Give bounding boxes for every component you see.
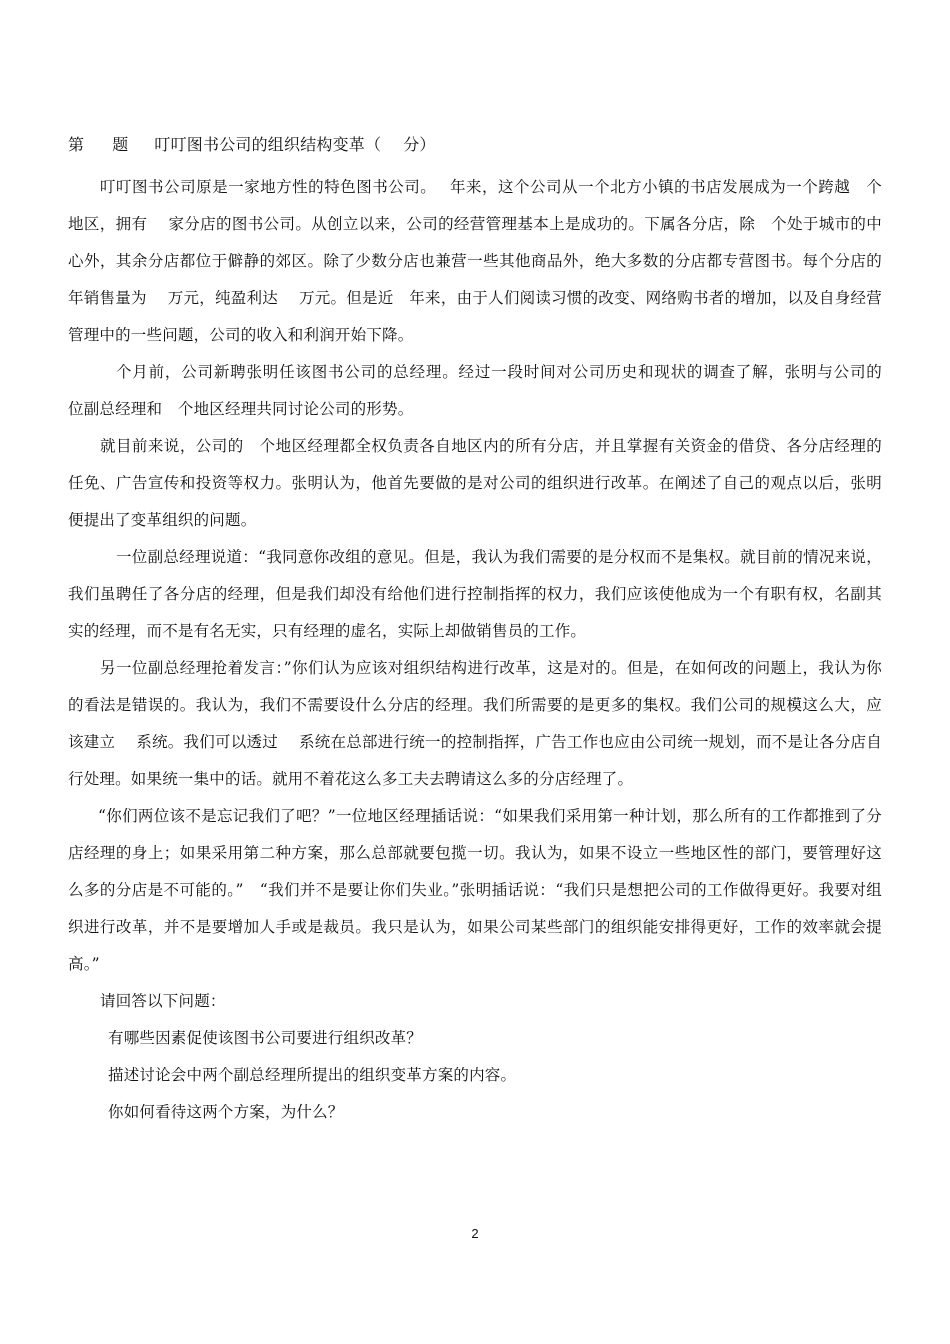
paragraph-new-manager: 个月前，公司新聘张明任该图书公司的总经理。经过一段时间对公司历史和现状的调查了解，张明与公司的 位副总经理和 个地区经理共同讨论公司的形势。 <box>68 363 898 418</box>
document-body <box>68 132 898 1131</box>
paragraph-questions-intro: 请回答以下问题： <box>100 992 226 1010</box>
title-suffix: 分） <box>403 135 436 154</box>
page-number: 2 <box>471 1226 479 1241</box>
question-title <box>68 132 882 158</box>
paragraph-intro: 叮叮图书公司原是一家地方性的特色图书公司。 年来，这个公司从一个北方小镇的书店发展成为一个跨越 个地区，拥有 家分店的图书公司。从创立以来，公司的经营管理基本上是成功的。下属各分店，除 个处于城市的中心外，其余分店都位于僻静的郊区。除了少数分店也兼营一些其他商品外，绝大多数的分店都专营图书。每个分店的年销售量为 万元，纯盈利达 万元。但是近 年来，由于人们阅读习惯的改变、网络购书者的增加，以及自身经营管理中的一些问题，公司的收入和利润开始下降。 <box>68 178 882 344</box>
paragraph-current-situation: 就目前来说，公司的 个地区经理都全权负责各自地区内的所有分店，并且掌握有关资金的借贷、各分店经理的任免、广告宣传和投资等权力。张明认为，他首先要做的是对公司的组织进行改革。在阐述了自己的观点以后，张明便提出了变革组织的问题。 <box>68 437 882 529</box>
title-main: 叮叮图书公司的组织结构变革（ <box>154 135 382 154</box>
paragraph-vp-one: 一位副总经理说道：“我同意你改组的意见。但是，我认为我们需要的是分权而不是集权。就目前的情况来说，我们虽聘任了各分店的经理，但是我们却没有给他们进行控制指挥的权力，我们应该使他成为一个有职有权，名副其实的经理，而不是有名无实，只有经理的虚名，实际上却做销售员的工作。 <box>68 548 882 640</box>
paragraph-regional-manager: “你们两位该不是忘记我们了吧？”一位地区经理插话说：“如果我们采用第一种计划，那么所有的工作都推到了分店经理的身上；如果采用第二种方案，那么总部就要包揽一切。我认为，如果不设立一些地区性的部门，要管理好这么多的分店是不可能的。” “我们并不是要让你们失业。”张明插话说：“我们只是想把公司的工作做得更好。我要对组织进行改革，并不是要增加人手或是裁员。我只是认为，如果公司某些部门的组织能安排得更好，工作的效率就会提高。” <box>68 807 882 973</box>
question-item: 描述讨论会中两个副总经理所提出的组织变革方案的内容。 <box>108 1066 517 1084</box>
title-prefix: 第 <box>68 135 85 154</box>
paragraph-vp-two: 另一位副总经理抢着发言：”你们认为应该对组织结构进行改革，这是对的。但是，在如何改的问题上，我认为你的看法是错误的。我认为，我们不需要设什么分店的经理。我们所需要的是更多的集权。我们公司的规模这么大，应该建立 系统。我们可以透过 系统在总部进行统一的控制指挥，广告工作也应由公司统一规划，而不是让各分店自行处理。如果统一集中的话。就用不着花这么多工夫去聘请这么多的分店经理了。 <box>68 659 882 788</box>
title-mid: 题 <box>112 135 129 154</box>
question-item: 有哪些因素促使该图书公司要进行组织改革？ <box>108 1029 423 1047</box>
question-item: 你如何看待这两个方案，为什么？ <box>108 1103 344 1121</box>
